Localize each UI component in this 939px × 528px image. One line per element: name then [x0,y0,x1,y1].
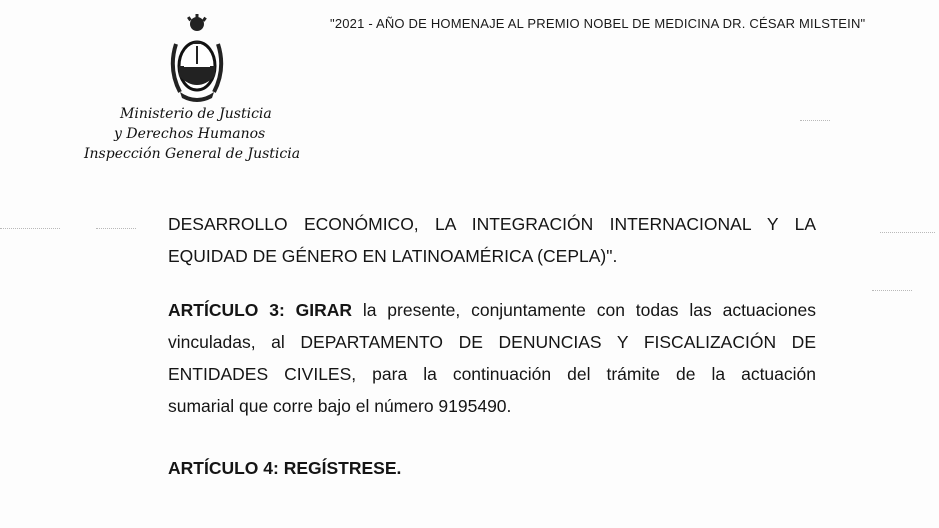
article-4 [168,452,816,484]
text-line: sumarial que corre bajo el número 9195490. [168,396,512,416]
article-verb: GIRAR [295,300,353,320]
scan-artifact [96,228,136,229]
national-coat-of-arms-icon [166,14,228,104]
scan-artifact [800,120,830,121]
agency-line: Inspección General de Justicia [84,146,301,162]
ministry-letterhead [84,104,324,164]
text-fragment: la presente, conjuntamente con todas las actuaciones [362,300,816,320]
scan-artifact [880,232,935,233]
ministry-line: y Derechos Humanos [114,126,266,142]
paragraph-continuation [168,208,816,272]
text-line: vinculadas, al DEPARTAMENTO DE DENUNCIAS Y FISCALIZACIÓN DE [168,332,816,352]
text-line: ENTIDADES CIVILES, para la continuación del trámite de la actuación [168,364,816,384]
ministry-line: Ministerio de Justicia [120,106,272,122]
article-heading: ARTÍCULO 3: [168,300,285,320]
header-motto: "2021 - AÑO DE HOMENAJE AL PREMIO NOBEL DE MEDICINA DR. CÉSAR MILSTEIN" [330,16,866,31]
text-line: EQUIDAD DE GÉNERO EN LATINOAMÉRICA (CEPLA)". [168,246,618,266]
scan-artifact [872,290,912,291]
text-line [168,294,816,326]
scan-artifact [0,228,60,229]
article-3 [168,294,816,422]
article-heading: ARTÍCULO 4: REGÍSTRESE. [168,458,402,478]
text-line: DESARROLLO ECONÓMICO, LA INTEGRACIÓN INTERNACIONAL Y LA [168,214,816,234]
